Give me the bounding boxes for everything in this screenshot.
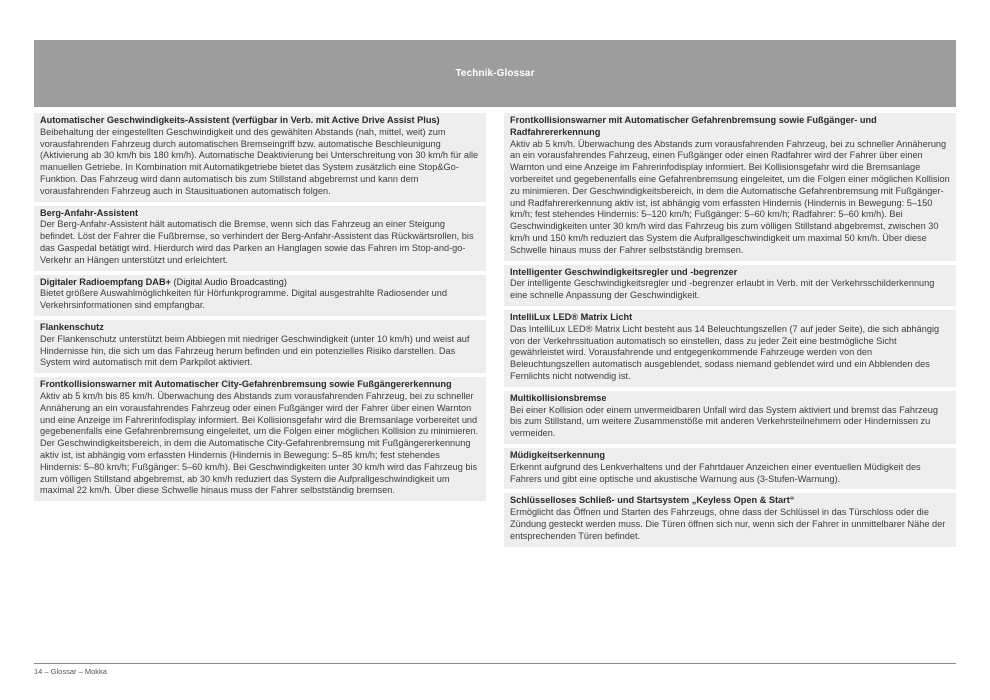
page-title: Technik-Glossar (455, 68, 535, 79)
entry-text: Erkennt aufgrund des Lenkverhaltens und der Fahrtdauer Anzeichen einer eventuellen Müdigkeit des Fahrers und gibt eine optische und akustische Warnung aus (3-Stufen-Warnung). (510, 461, 921, 484)
entry-title: Intelligenter Geschwindigkeitsregler und -begrenzer (510, 266, 738, 277)
glossary-entry-keyless (504, 493, 956, 546)
left-column (34, 113, 486, 505)
entry-title: Flankenschutz (40, 321, 104, 332)
entry-title: Schlüsselloses Schließ- und Startsystem „Keyless Open & Start“ (510, 495, 795, 506)
entry-title: Berg-Anfahr-Assistent (40, 207, 139, 218)
right-column (504, 113, 956, 551)
entry-text: Ermöglicht das Öffnen und Starten des Fahrzeugs, ohne dass der Schlüssel in das Türschloss oder die Zündung gesteckt werden muss. Die Türen öffnen sich nur, wenn sich der Fahrer in unmittelbarer Nähe der entsprechenden Türen befindet. (510, 507, 946, 541)
entry-title: Frontkollisionswarner mit Automatischer Gefahrenbremsung sowie Fußgänger- und Radfahrererkennung (510, 115, 877, 137)
entry-title: Müdigkeitserkennung (510, 449, 605, 460)
page-header (34, 40, 956, 107)
glossary-entry-dab-radio (34, 275, 486, 316)
entry-text: Bietet größere Auswahlmöglichkeiten für Hörfunkprogramme. Digital ausgestrahlte Radiosender und Verkehrsinformationen sind empfangbar. (40, 288, 448, 311)
glossary-entry-city-emergency-braking (34, 377, 486, 501)
entry-title: Automatischer Geschwindigkeits-Assistent (verfügbar in Verb. mit Active Drive Assist Plus) (40, 115, 440, 125)
glossary-entry-matrix-light (504, 310, 956, 387)
glossary-entry-multi-collision-brake (504, 391, 956, 444)
glossary-entry-speed-limiter (504, 265, 956, 306)
entry-text: Das IntelliLux LED® Matrix Licht besteht aus 14 Beleuchtungszellen (7 auf jeder Seite), die sich abhängig von der Verkehrssituation automatisch so einstellen, dass zu jeder Zeit eine bestmögliche Sicht gewährleistet wird. Vorausfahrende und entgegenkommende Fahrzeuge werden von den Beleuchtungszellen automatisch ausgeblendet, sodass niemand geblendet wird und ein Abblenden des Fernlichts nicht notwendig ist. (510, 323, 940, 381)
entry-text: Der Berg-Anfahr-Assistent hält automatisch die Bremse, wenn sich das Fahrzeug an einer Steigung befindet. Löst der Fahrer die Fußbremse, so verhindert der Berg-Anfahr-Assistent das Rückwärtsrollen, bis das Gaspedal betätigt wird. Hierdurch wird das Parken an Hanglagen sowie das Fahren im Stop-and-go-Verkehr an Hängen unterstützt und erleichtert. (40, 219, 474, 265)
glossary-entry-hill-start (34, 206, 486, 271)
entry-text: Aktiv ab 5 km/h bis 85 km/h. Überwachung des Abstands zum vorausfahrenden Fahrzeug, bei zu schneller Annäherung an ein vorausfahrendes Fahrzeug oder einen Fußgänger wird der Fahrer über einen Warnton und eine Anzeige im Fahrerinfodisplay informiert. Bei Kollisionsgefahr wird die Bremsanlage vorbereitet und gegebenenfalls eine Gefahrenbremsung eingeleitet, um die Folgen einer möglichen Kollision zu minimieren. Der Geschwindigkeitsbereich, in dem die Automatische City-Gefahrenbremsung mit Fußgängererkennung aktiv ist, ist abhängig vom erfassten Hindernis (Hindernis in Bewegung: 5–85 km/h; fest stehendes Hindernis: 5–80 km/h; Fußgänger: 5–60 km/h). Bei Geschwindigkeiten unter 30 km/h wird das Fahrzeug bis zum völligen Stillstand abgebremst, ab 30 km/h reduziert das System die Aufprallgeschwindigkeit um maximal 22 km/h. Über diese Schwelle hinaus muss der Fahrer selbstständig bremsen. (40, 390, 479, 496)
page-footer: 14 – Glossar – Mokka (34, 667, 107, 676)
glossary-entry-flank-protection (34, 320, 486, 373)
glossary-entry-fatigue-detection (504, 448, 956, 489)
entry-text: Aktiv ab 5 km/h. Überwachung des Abstands zum vorausfahrenden Fahrzeug, bei zu schneller Annäherung an ein vorausfahrendes Fahrzeug, einen Fußgänger oder einen Radfahrer wird der Fahrer über einen Warnton und eine Anzeige im Fahrerinfodisplay informiert. Bei Kollisionsgefahr wird die Bremsanlage vorbereitet und gegebenenfalls eine Gefahrenbremsung eingeleitet, um die Folgen einer möglichen Kollision zu minimieren. Der Geschwindigkeitsbereich, in dem die Automatische Gefahrenbremsung mit Fußgänger- und Radfahrererkennung aktiv ist, ist abhängig vom erfassten Hindernis (Hindernis in Bewegung: 5–150 km/h; fest stehendes Hindernis: 5–120 km/h; Fußgänger: 5–60 km/h; Radfahrer: 5–60 km/h). Bei Geschwindigkeiten unter 30 km/h wird das Fahrzeug bis zum völligen Stillstand abgebremst, zwischen 30 km/h und 150 km/h reduziert das System die Aufprallgeschwindigkeit um maximal 50 km/h. Über diese Schwelle hinaus muss der Fahrer selbstständig bremsen. (510, 138, 950, 255)
entry-title: Digitaler Radioempfang DAB+ (Digital Audio Broadcasting) (40, 276, 287, 287)
entry-title: Frontkollisionswarner mit Automatischer City-Gefahrenbremsung sowie Fußgängererkennung (40, 379, 452, 390)
footer-divider (34, 663, 956, 664)
entry-text: Der intelligente Geschwindigkeitsregler und -begrenzer erlaubt in Verb. mit der Verkehrsschilderkennung eine schnelle Anpassung der Geschwindigkeit. (510, 278, 935, 301)
entry-title: Multikollisionsbremse (510, 392, 607, 403)
entry-title: IntelliLux LED® Matrix Licht (510, 311, 633, 322)
entry-text: Bei einer Kollision oder einem unvermeidbaren Unfall wird das System aktiviert und bremst das Fahrzeug bis zum Stillstand, um weitere Zusammenstöße mit anderen Verkehrsteilnehmern oder Hindernissen zu vermeiden. (510, 404, 938, 439)
glossary-entry-speed-assistant (34, 113, 486, 202)
entry-text: Beibehaltung der eingestellten Geschwindigkeit und des gewählten Abstands (nah, mittel, weit) zum vorausfahrenden Fahrzeug durch automatischen Bremseingriff bzw. automatische Beschleunigung (Aktivierung ab 30 km/h bis 180 km/h). Automatische Deaktivierung bei Unterschreitung von 30 km/h für alle manuellen Getriebe. In Kombination mit Automatikgetriebe bietet das System zusätzlich eine Stop&Go-Funktion. Das Fahrzeug wird dann automatisch bis zum Stillstand abgebremst und kann dem vorausfahrenden Fahrzeug auch in Stausituationen automatisch folgen. (40, 126, 479, 196)
glossary-entry-emergency-braking (504, 113, 956, 261)
entry-text: Der Flankenschutz unterstützt beim Abbiegen mit niedriger Geschwindigkeit (unter 10 km/h) und weist auf Hindernisse hin, die sich um das Fahrzeug herum befinden und ein potenzielles Risiko darstellen. Das System wird automatisch mit dem Parkpilot aktiviert. (40, 333, 470, 368)
